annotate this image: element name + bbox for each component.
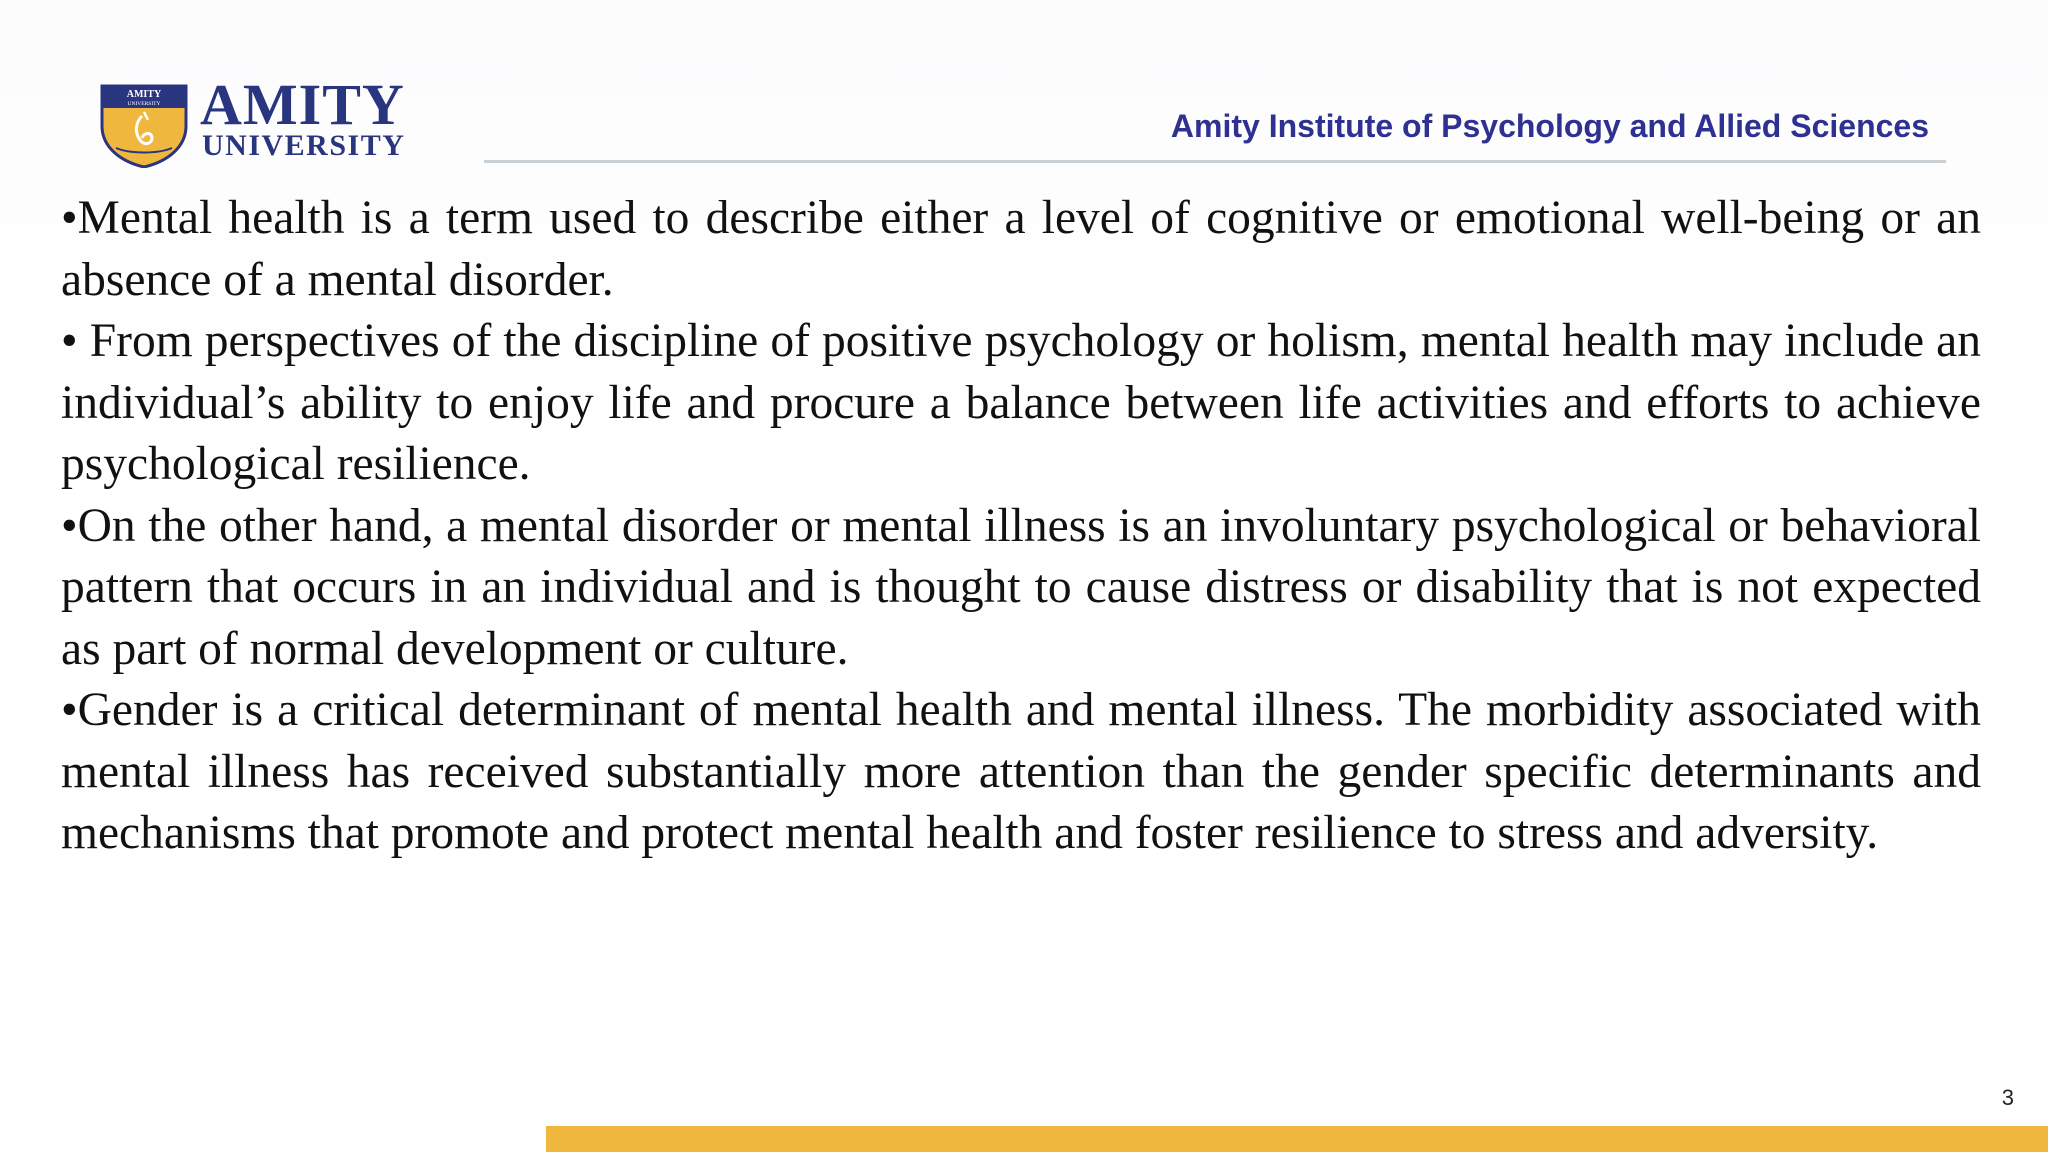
institute-title: Amity Institute of Psychology and Allied Sciences bbox=[1170, 108, 1929, 144]
slide-body bbox=[61, 188, 1981, 865]
logo-wordmark-university: UNIVERSITY bbox=[202, 129, 406, 162]
bullet-paragraph: • From perspectives of the discipline of positive psychology or holism, mental health may include an individual’s ability to enjoy life and procure a balance between life activities and efforts to achieve psychological resilience. bbox=[61, 315, 1981, 490]
bullet-paragraph: •On the other hand, a mental disorder or mental illness is an involuntary psychological or behavioral pattern that occurs in an individual and is thought to cause distress or disability that is not expected as part of normal development or culture. bbox=[61, 499, 1981, 675]
amity-university-logo bbox=[96, 72, 446, 168]
bullet-paragraph: •Gender is a critical determinant of mental health and mental illness. The morbidity associated with mental illness has received substantially more attention than the gender specific determinants and mechanisms that promote and protect mental health and foster resilience to stress and adversity. bbox=[61, 684, 1981, 859]
page-number: 3 bbox=[2001, 1085, 2014, 1110]
footer-accent-bar bbox=[546, 1126, 2048, 1152]
logo-wordmark-amity: AMITY bbox=[200, 72, 405, 137]
svg-text:UNIVERSITY: UNIVERSITY bbox=[127, 101, 161, 107]
bullet-paragraph: •Mental health is a term used to describe either a level of cognitive or emotional well-being or an absence of a mental disorder. bbox=[61, 192, 1981, 306]
header-divider bbox=[484, 160, 1946, 163]
shield-icon bbox=[96, 82, 192, 168]
svg-text:AMITY: AMITY bbox=[126, 89, 162, 100]
